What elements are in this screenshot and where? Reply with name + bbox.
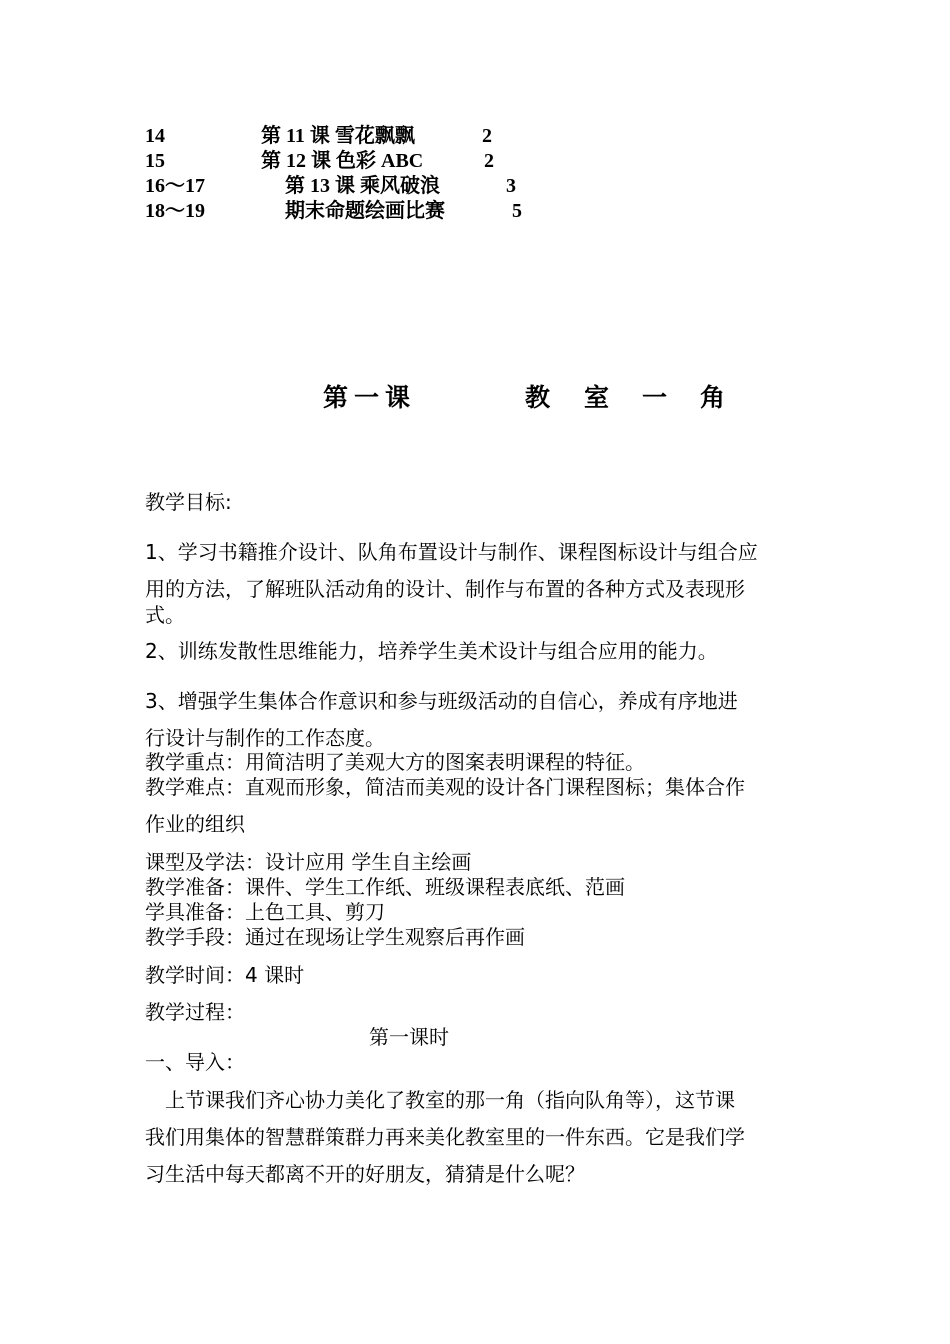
schedule-week: 14 [145, 125, 165, 147]
schedule-lesson: 期末命题绘画比赛 [285, 200, 445, 222]
schedule-week: 18～19 [145, 200, 205, 222]
intro-heading: 一、导入： [145, 1050, 245, 1074]
schedule-lesson: 第 11 课 雪花飘飘 [261, 125, 415, 147]
schedule-week: 15 [145, 150, 165, 172]
lesson-method: 课型及学法：设计应用 学生自主绘画 [145, 850, 472, 874]
difficulties: 作业的组织 [145, 812, 245, 836]
lesson-name-char: 一 [642, 383, 668, 412]
teaching-time: 教学时间：4 课时 [145, 963, 305, 987]
objective-3: 3、增强学生集体合作意识和参与班级活动的自信心，养成有序地进 [145, 689, 738, 713]
schedule-hours: 2 [484, 150, 494, 172]
process-label: 教学过程： [145, 1000, 245, 1024]
objective-1: 式。 [145, 603, 185, 627]
lesson-name-char: 教 [525, 383, 551, 412]
intro-paragraph: 我们用集体的智慧群策群力再来美化教室里的一件东西。它是我们学 [145, 1125, 745, 1149]
teaching-means: 教学手段：通过在现场让学生观察后再作画 [145, 925, 525, 949]
student-preparation: 学具准备：上色工具、剪刀 [145, 900, 385, 924]
schedule-hours: 2 [482, 125, 492, 147]
schedule-hours: 3 [506, 175, 516, 197]
schedule-hours: 5 [512, 200, 522, 222]
teacher-preparation: 教学准备：课件、学生工作纸、班级课程表底纸、范画 [145, 875, 625, 899]
schedule-lesson: 第 12 课 色彩 ABC [261, 150, 424, 172]
schedule-lesson: 第 13 课 乘风破浪 [285, 175, 440, 197]
schedule-week: 16～17 [145, 175, 205, 197]
first-period-heading: 第一课时 [369, 1025, 449, 1049]
objectives-label: 教学目标: [145, 490, 232, 514]
intro-paragraph: 习生活中每天都离不开的好朋友，猜猜是什么呢？ [145, 1162, 585, 1186]
intro-paragraph: 上节课我们齐心协力美化了教室的那一角（指向队角等），这节课 [145, 1088, 735, 1112]
objective-2: 2、训练发散性思维能力，培养学生美术设计与组合应用的能力。 [145, 639, 718, 663]
lesson-number: 第一课 [323, 383, 417, 412]
objective-1: 用的方法，了解班队活动角的设计、制作与布置的各种方式及表现形 [145, 577, 745, 601]
objective-3: 行设计与制作的工作态度。 [145, 726, 385, 750]
lesson-title [0, 381, 950, 415]
objective-1: 1、学习书籍推介设计、队角布置设计与制作、课程图标设计与组合应 [145, 540, 758, 564]
difficulties: 教学难点：直观而形象，简洁而美观的设计各门课程图标；集体合作 [145, 775, 745, 799]
key-points: 教学重点：用简洁明了美观大方的图案表明课程的特征。 [145, 750, 645, 774]
lesson-name-char: 角 [700, 383, 726, 412]
lesson-name-char: 室 [584, 383, 610, 412]
